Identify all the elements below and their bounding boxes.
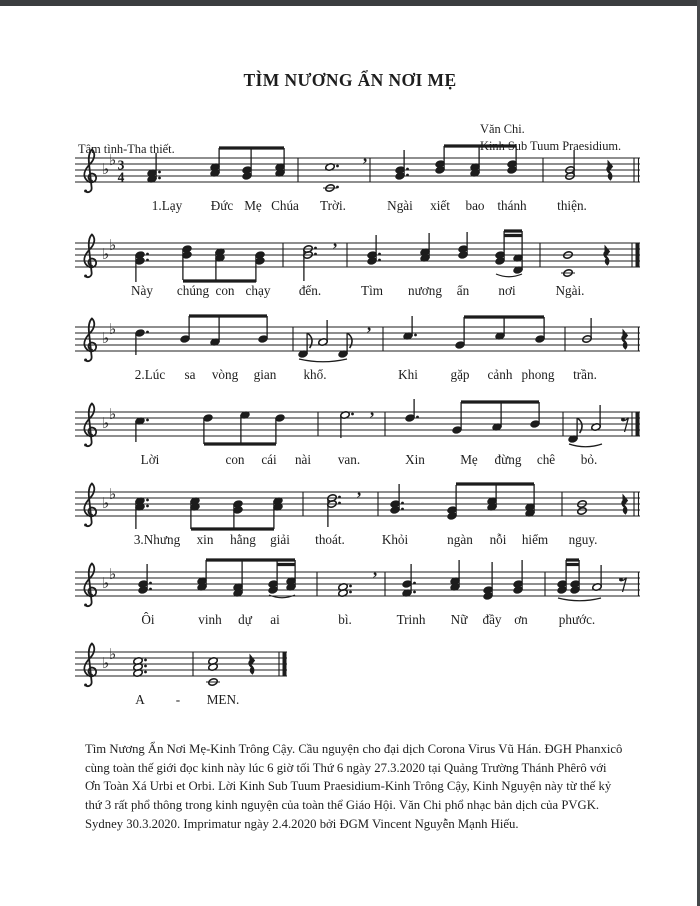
lyric-syllable: xin <box>196 532 214 547</box>
breath-mark-icon: , <box>363 146 368 165</box>
lyric-syllable: vòng <box>211 367 239 382</box>
treble-clef-icon <box>84 319 96 362</box>
lyric-syllable: Mẹ <box>460 452 478 467</box>
lyric-syllable: Lời <box>140 452 160 467</box>
tempo-marking: Tâm tình-Tha thiết. <box>78 142 175 156</box>
lyric-syllable: gặp <box>450 367 470 382</box>
window-top-edge <box>0 0 700 6</box>
breath-mark-icon: , <box>367 315 372 334</box>
lyric-syllable: con <box>215 283 235 298</box>
lyric-syllable: giải <box>270 532 290 547</box>
lyric-syllable: MEN. <box>206 692 240 707</box>
breath-mark-icon: , <box>373 560 378 579</box>
lyric-syllable: dự <box>238 612 252 627</box>
flat-sign-icon: ♭ <box>102 654 110 672</box>
source-prayer-name: Kinh Sub Tuum Praesidium. <box>480 138 622 153</box>
lyric-syllable: ai <box>270 612 280 627</box>
lyric-syllable: nơi <box>498 283 516 298</box>
lyric-syllable: Nữ <box>450 612 468 627</box>
lyric-syllable: Mẹ <box>244 198 262 213</box>
flat-sign-icon: ♭ <box>102 245 110 263</box>
staff-svg-3 <box>75 309 640 369</box>
lyric-syllable: cái <box>261 452 277 467</box>
flat-sign-icon: ♭ <box>102 414 110 432</box>
staff-system-4 <box>75 394 640 474</box>
flat-sign-icon: ♭ <box>109 485 117 503</box>
lyric-syllable: phước. <box>558 612 596 627</box>
flat-sign-icon: ♭ <box>102 329 110 347</box>
lyric-syllable: chúng <box>176 283 210 298</box>
flat-sign-icon: ♭ <box>109 565 117 583</box>
flat-sign-icon: ♭ <box>109 151 117 169</box>
lyric-syllable: cảnh <box>487 367 513 382</box>
staff-system-3 <box>75 309 640 389</box>
lyric-syllable: 3.Nhưng <box>133 532 181 547</box>
lyric-syllable: Ngài <box>387 198 413 213</box>
lyric-syllable: Trời. <box>320 198 346 213</box>
lyrics-row-5 <box>75 532 640 550</box>
lyric-syllable: nguy. <box>568 532 598 547</box>
treble-clef-icon <box>84 235 96 278</box>
lyrics-row-1 <box>75 198 640 216</box>
lyrics-row-4 <box>75 452 640 470</box>
breath-mark-icon: , <box>333 231 338 250</box>
lyric-syllable: hằng <box>230 532 256 547</box>
lyric-syllable: - <box>175 692 181 707</box>
staff-system-6 <box>75 554 640 634</box>
time-signature: 4 <box>117 169 125 185</box>
lyric-syllable: ơn <box>514 612 528 627</box>
treble-clef-icon <box>84 404 96 447</box>
open-notehead <box>577 507 587 515</box>
lyric-syllable: bao <box>465 198 485 213</box>
flat-sign-icon: ♭ <box>102 574 110 592</box>
lyric-syllable: Chúa <box>271 198 299 213</box>
staff-svg-5 <box>75 474 640 534</box>
lyrics-row-7 <box>75 692 287 710</box>
lyric-syllable: 1.Lạy <box>151 198 183 213</box>
lyric-syllable: Tìm <box>361 283 383 298</box>
composer-name: Văn Chi. <box>480 122 525 136</box>
lyric-syllable: ngàn <box>447 532 473 547</box>
lyric-syllable: chạy <box>245 283 271 298</box>
lyric-syllable: Đức <box>210 198 234 213</box>
staff-system-2 <box>75 225 640 305</box>
lyric-syllable: con <box>225 452 245 467</box>
flat-sign-icon: ♭ <box>109 236 117 254</box>
lyric-syllable: gian <box>253 367 277 382</box>
time-signature: 3 <box>117 157 125 173</box>
lyric-syllable: sa <box>184 367 196 382</box>
lyric-syllable: thiện. <box>557 198 587 213</box>
staff-svg-6 <box>75 554 640 614</box>
lyric-syllable: A <box>135 692 145 707</box>
lyrics-row-2 <box>75 283 640 301</box>
flat-sign-icon: ♭ <box>109 645 117 663</box>
treble-clef-icon <box>84 644 96 687</box>
flat-sign-icon: ♭ <box>102 494 110 512</box>
composer-credit-block <box>480 121 621 154</box>
flat-sign-icon: ♭ <box>109 405 117 423</box>
lyric-syllable: phong <box>521 367 555 382</box>
lyric-syllable: trần. <box>573 367 597 382</box>
lyric-syllable: vinh <box>198 612 222 627</box>
lyric-syllable: Xin <box>405 452 425 467</box>
staff-system-5 <box>75 474 640 554</box>
lyric-syllable: ẩn <box>456 283 470 298</box>
lyric-syllable: xiết <box>430 198 450 213</box>
lyric-syllable: hiểm <box>521 532 549 547</box>
staff-svg-2 <box>75 225 640 285</box>
lyric-syllable: Ôi <box>141 612 155 627</box>
treble-clef-icon <box>84 564 96 607</box>
breath-mark-icon: , <box>370 400 375 419</box>
treble-clef-icon <box>84 484 96 527</box>
lyrics-row-3 <box>75 367 640 385</box>
lyric-syllable: chê <box>536 452 556 467</box>
lyric-syllable: bì. <box>338 612 352 627</box>
lyric-syllable: van. <box>337 452 361 467</box>
lyric-syllable: Khỏi <box>381 532 409 547</box>
lyric-syllable: 2.Lúc <box>134 367 166 382</box>
lyric-syllable: đến. <box>298 283 322 298</box>
lyric-syllable: nài <box>294 452 312 467</box>
footnote-text: Tìm Nương Ẩn Nơi Mẹ-Kinh Trông Cậy. Cầu nguyện cho đại dịch Corona Virus Vũ Hán. ĐGH Phanxicô cùng toàn thế giới đọc kinh này lúc 6 giờ tối Thứ 6 ngày 27.3.2020 tại Quảng Trường Thánh Phêrô với Ơn Toàn Xá Urbi et Orbi. Lời Kinh Sub Tuum Praesidium-Kinh Trông Cậy, Kinh Nguyện này từ thế kỷ thứ 3 rất phổ thông trong kinh nguyện của toàn thể Giáo Hội. Văn Chi phổ nhạc bản dịch của PVGK. Sydney 30.3.2020. Imprimatur ngày 2.4.2020 bởi ĐGM Vincent Nguyễn Mạnh Hiếu. <box>85 742 623 831</box>
lyric-syllable: khổ. <box>303 367 327 382</box>
lyric-syllable: thoát. <box>315 532 345 547</box>
staff-system-7 <box>75 634 287 714</box>
lyric-syllable: nương <box>408 283 442 298</box>
lyric-syllable: đừng <box>494 452 522 467</box>
lyric-syllable: Khi <box>398 367 418 382</box>
flat-sign-icon: ♭ <box>102 160 110 178</box>
lyric-syllable: nỗi <box>489 532 507 547</box>
lyric-syllable: đầy <box>482 612 502 627</box>
lyric-syllable: Ngài. <box>555 283 585 298</box>
lyric-syllable: Trinh <box>396 612 426 627</box>
lyric-syllable: bỏ. <box>580 452 598 467</box>
song-title: TÌM NƯƠNG ẨN NƠI MẸ <box>243 70 457 90</box>
flat-sign-icon: ♭ <box>109 320 117 338</box>
lyric-syllable: thánh <box>497 198 527 213</box>
breath-mark-icon: , <box>357 480 362 499</box>
lyric-syllable: Này <box>131 283 153 298</box>
staff-svg-4 <box>75 394 640 454</box>
staff-svg-7 <box>75 634 287 694</box>
lyrics-row-6 <box>75 612 640 630</box>
